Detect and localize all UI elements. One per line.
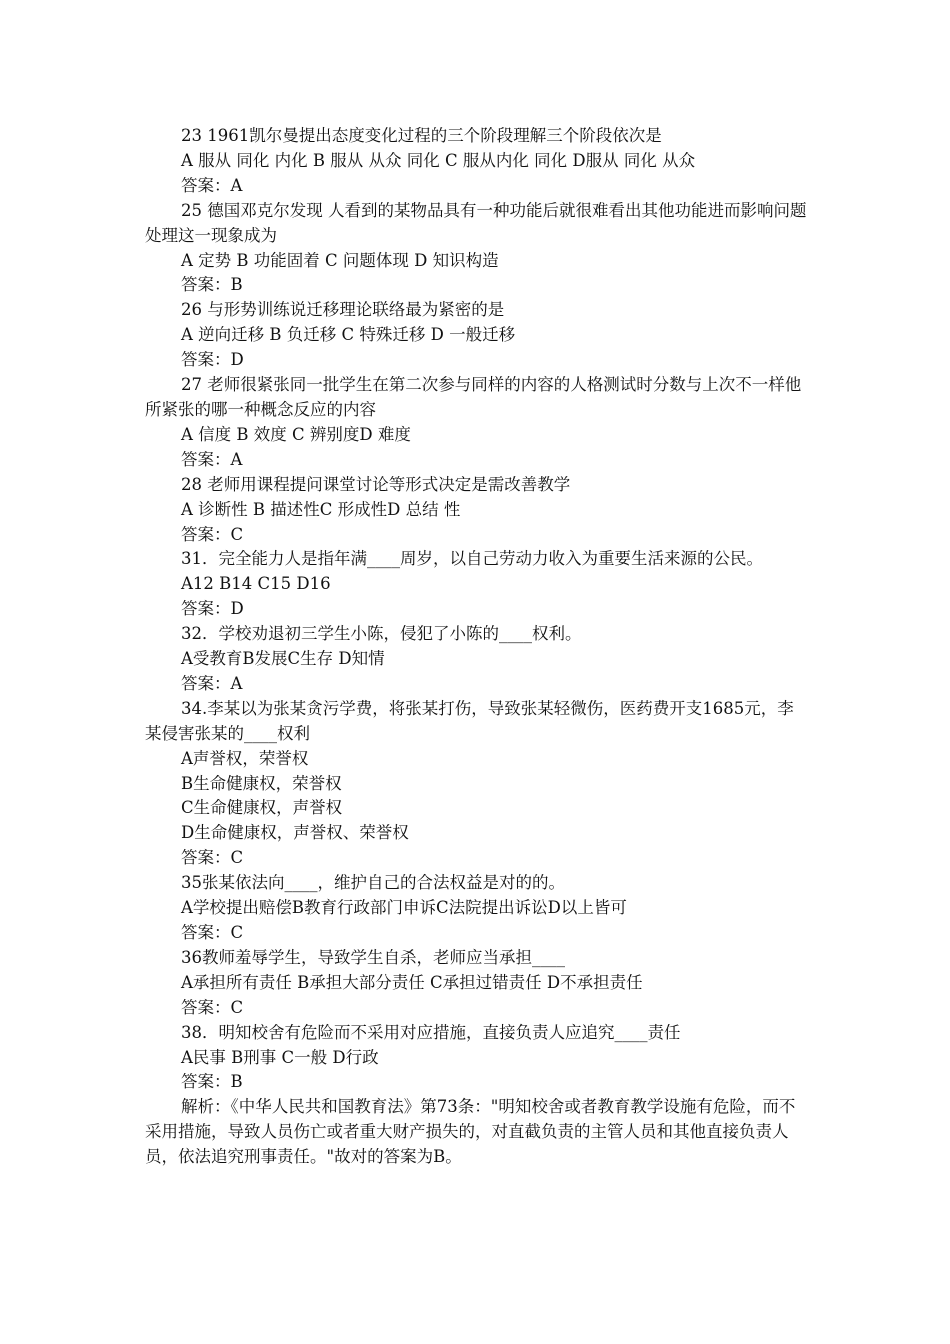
question-32-answer: 答案：A bbox=[181, 673, 243, 693]
question-35-answer: 答案：C bbox=[181, 923, 244, 942]
question-31-options: A12 B14 C15 D16 bbox=[181, 574, 331, 594]
question-32-stem: 32．学校劝退初三学生小陈，侵犯了小陈的____权利。 bbox=[181, 624, 582, 644]
question-34-stem: 34.李某以为张某贪污学费，将张某打伤，导致张某轻微伤，医药费开支1685元，李某侵害张某的____权利 bbox=[145, 698, 794, 743]
question-31-stem: 31．完全能力人是指年满____周岁，以自己劳动力收入为重要生活来源的公民。 bbox=[181, 549, 763, 569]
question-23-options: A 服从 同化 内化 B 服从 从众 同化 C 服从内化 同化 D服从 同化 从众 bbox=[181, 150, 696, 170]
question-38-stem: 38．明知校舍有危险而不采用对应措施，直接负责人应追究____责任 bbox=[181, 1022, 681, 1042]
question-25-answer: 答案：B bbox=[181, 275, 243, 295]
question-35-options: A学校提出赔偿B教育行政部门申诉C法院提出诉讼D以上皆可 bbox=[181, 898, 627, 918]
question-34-option-c: C生命健康权，声誉权 bbox=[181, 798, 343, 818]
question-26-stem: 26 与形势训练说迁移理论联络最为紧密的是 bbox=[181, 300, 505, 320]
question-28-stem: 28 老师用课程提问课堂讨论等形式决定是需改善教学 bbox=[181, 474, 571, 494]
question-26-options: A 逆向迁移 B 负迁移 C 特殊迁移 D 一般迁移 bbox=[181, 325, 516, 345]
question-38-options: A民事 B刑事 C一般 D行政 bbox=[181, 1047, 379, 1067]
question-36-answer: 答案：C bbox=[181, 997, 244, 1017]
question-28-options: A 诊断性 B 描述性C 形成性D 总结 性 bbox=[181, 499, 461, 519]
question-31-answer: 答案：D bbox=[181, 599, 244, 619]
question-35-stem: 35张某依法向____，维护自己的合法权益是对的的。 bbox=[181, 873, 565, 893]
question-27-answer: 答案：A bbox=[181, 449, 243, 469]
question-34-option-d: D生命健康权，声誉权、荣誉权 bbox=[181, 823, 409, 843]
question-34-option-b: B生命健康权，荣誉权 bbox=[181, 773, 342, 793]
question-32-options: A受教育B发展C生存 D知情 bbox=[181, 649, 385, 669]
question-23-answer: 答案：A bbox=[181, 175, 243, 195]
question-25-options: A 定势 B 功能固着 C 问题体现 D 知识构造 bbox=[181, 250, 499, 270]
question-38-answer: 答案：B bbox=[181, 1072, 243, 1092]
question-25-stem: 25 德国邓克尔发现 人看到的某物品具有一种功能后就很难看出其他功能进而影响问题处理这一现象成为 bbox=[145, 200, 807, 245]
question-28-answer: 答案：C bbox=[181, 524, 244, 544]
question-34-option-a: A声誉权，荣誉权 bbox=[181, 748, 309, 768]
document-page bbox=[145, 124, 810, 1170]
question-36-options: A承担所有责任 B承担大部分责任 C承担过错责任 D不承担责任 bbox=[181, 972, 643, 992]
question-23-stem: 23 1961凯尔曼提出态度变化过程的三个阶段理解三个阶段依次是 bbox=[181, 126, 662, 145]
question-38-explanation: 解析：《中华人民共和国教育法》第73条："明知校舍或者教育教学设施有危险，而不采用措施，导致人员伤亡或者重大财产损失的，对直截负责的主管人员和其他直接负责人员，依法追究刑事责任。"故对的答案为B。 bbox=[145, 1097, 796, 1167]
question-27-stem: 27 老师很紧张同一批学生在第二次参与同样的内容的人格测试时分数与上次不一样他所紧张的哪一种概念反应的内容 bbox=[145, 375, 802, 419]
question-36-stem: 36教师羞辱学生，导致学生自杀，老师应当承担____ bbox=[181, 947, 565, 967]
question-34-answer: 答案：C bbox=[181, 848, 244, 868]
question-26-answer: 答案：D bbox=[181, 350, 244, 370]
question-27-options: A 信度 B 效度 C 辨别度D 难度 bbox=[181, 424, 411, 444]
